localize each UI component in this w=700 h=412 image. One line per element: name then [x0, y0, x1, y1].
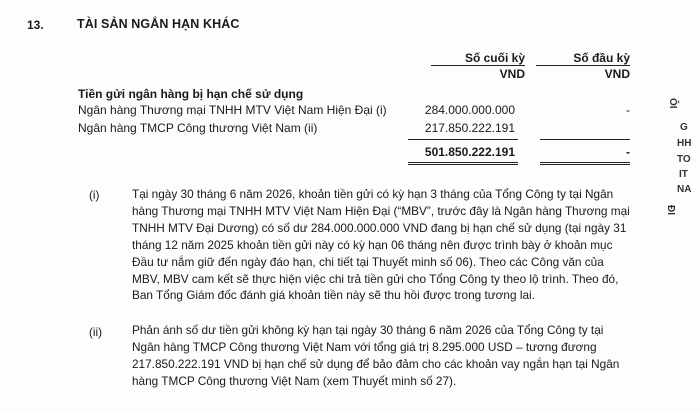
margin-fragment: IT	[679, 169, 688, 180]
total-double-rule	[408, 162, 518, 163]
note-line: tháng 12 năm 2025 khoản tiền gửi này có kỳ hạn 06 tháng nên được trình bày ở khoản mục	[132, 237, 613, 252]
table-row-label: Ngân hàng TMCP Công thương Việt Nam (ii)	[78, 121, 318, 135]
total-double-rule	[540, 164, 630, 165]
note-line: Ngân hàng TMCP Công thương Việt Nam với tổng giá trị 8.295.000 USD – tương đương	[132, 339, 597, 354]
table-row-value-begin: -	[626, 103, 630, 117]
section-title: TÀI SẢN NGẮN HẠN KHÁC	[77, 17, 240, 31]
column-unit-end: VND	[499, 67, 525, 81]
note-line: Phản ánh số dư tiền gửi không kỳ hạn tại ngày 30 tháng 6 năm 2026 của Tổng Công ty tại	[132, 323, 604, 337]
note-marker: (i)	[89, 188, 100, 202]
table-row-label: Ngân hàng Thương mại TNHH MTV Việt Nam Hiện Đại (i)	[78, 103, 387, 117]
table-section-label: Tiền gửi ngân hàng bị hạn chế sử dụng	[78, 87, 304, 101]
margin-fragment: ÔI	[667, 98, 678, 109]
total-double-rule	[408, 164, 518, 165]
note-number: 13.	[27, 18, 44, 32]
note-line: Tại ngày 30 tháng 6 năm 2026, khoản tiền gửi có kỳ hạn 3 tháng của Tổng Công ty tại Ngân	[132, 187, 614, 201]
margin-fragment: TO	[677, 154, 691, 165]
column-heading-divider	[536, 65, 630, 66]
note-line: TNHH MTV Đại Dương) có số dư 284.000.000.000 VND đang bị hạn chế sử dụng (tại ngày 31	[132, 220, 627, 235]
note-line: 217.850.222.191 VND bị hạn chế sử dụng để bảo đảm cho các khoản vay ngắn hạn tại Ngân	[132, 356, 620, 371]
note-line: Đầu tư nắm giữ đến ngày đáo hạn, chi tiết tại Thuyết minh số 06). Theo các Công văn của	[132, 254, 604, 269]
column-heading-end: Số cuối kỳ	[464, 51, 525, 65]
note-line: hàng Thương mại TNHH MTV Việt Nam Hiện Đại (“MBV”, trước đây là Ngân hàng Thương mại	[132, 203, 630, 218]
column-heading-begin: Số đầu kỳ	[573, 51, 630, 65]
note-line: MBV, MBV cam kết sẽ thực hiện việc chi trả tiền gửi cho Tổng Công ty theo lộ trình. Theo đó,	[132, 271, 619, 286]
note-paragraph	[132, 322, 619, 390]
total-value-end: 501.850.222.191	[424, 145, 515, 159]
table-row-value-end: 217.850.222.191	[424, 121, 515, 135]
total-value-begin: -	[626, 145, 630, 159]
margin-fragment: ĐI	[665, 205, 676, 215]
column-heading-divider	[431, 65, 525, 66]
margin-fragment: G	[680, 122, 688, 133]
table-row-value-end: 284.000.000.000	[424, 103, 515, 117]
note-line: hàng TMCP Công thương Việt Nam (xem Thuyết minh số 27).	[132, 373, 457, 388]
total-top-rule	[408, 139, 518, 140]
note-paragraph	[132, 186, 630, 304]
total-top-rule	[540, 139, 630, 140]
total-double-rule	[540, 162, 630, 163]
margin-fragment: HH	[677, 138, 692, 149]
margin-fragment: NA	[677, 184, 692, 195]
column-unit-begin: VND	[604, 67, 630, 81]
note-line: Ban Tổng Giám đốc đánh giá khoản tiền này sẽ thu hồi được trong tương lai.	[132, 288, 535, 303]
note-marker: (ii)	[89, 325, 103, 339]
